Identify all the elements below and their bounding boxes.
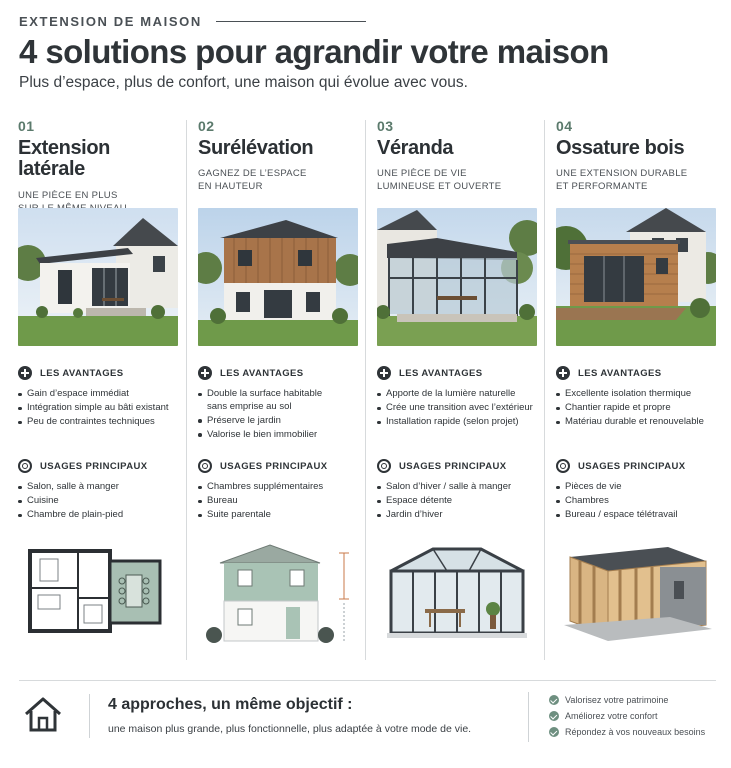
advantages-header: [556, 366, 724, 380]
usages-title: USAGES PRINCIPAUX: [220, 460, 328, 472]
footer: [19, 690, 716, 760]
solution-subtitle-line: ET PERFORMANTE: [556, 181, 648, 192]
advantage-item: Chantier rapide et propre: [556, 402, 724, 415]
surelevation-photo: [198, 208, 358, 346]
solution-subtitle-line: UNE EXTENSION DURABLE: [556, 168, 688, 179]
usages-section: [18, 459, 186, 523]
advantage-item: [198, 388, 366, 413]
plus-circle-icon: [18, 366, 32, 380]
advantage-item: Gain d’espace immédiat: [18, 388, 186, 401]
advantages-header: [18, 366, 186, 380]
usages-list: [198, 481, 366, 522]
target-icon: [377, 459, 391, 473]
kicker-rule: [216, 21, 366, 22]
veranda-illustration: [377, 543, 537, 648]
solution-subtitle: [377, 167, 545, 193]
usage-item: Bureau: [198, 495, 366, 508]
plus-circle-icon: [198, 366, 212, 380]
check-icon: [549, 727, 559, 737]
usage-item: Chambres supplémentaires: [198, 481, 366, 494]
usages-section: [198, 459, 366, 523]
advantages-section: [377, 366, 545, 430]
solution-title: [556, 138, 724, 159]
advantage-item: Crée une transition avec l’extérieur: [377, 402, 545, 415]
advantages-section: [18, 366, 186, 430]
advantages-title: LES AVANTAGES: [399, 367, 483, 379]
solution-title-line: Extension: [18, 137, 110, 159]
advantage-line: Double la surface habitable: [207, 388, 323, 399]
usages-title: USAGES PRINCIPAUX: [399, 460, 507, 472]
kicker-row: [19, 14, 719, 29]
usage-item: Salon, salle à manger: [18, 481, 186, 494]
usages-header: [198, 459, 366, 473]
solution-subtitle: [198, 167, 366, 193]
footer-divider: [19, 680, 716, 681]
solution-title-line: Ossature bois: [556, 137, 685, 159]
advantage-item: Préserve le jardin: [198, 415, 366, 428]
benefit-label: Répondez à vos nouveaux besoins: [565, 727, 706, 737]
solution-card-veranda: [377, 118, 545, 663]
target-icon: [198, 459, 212, 473]
column-divider: [186, 120, 187, 660]
advantages-header: [377, 366, 545, 380]
advantage-item: Apporte de la lumière naturelle: [377, 388, 545, 401]
kicker: EXTENSION DE MAISON: [19, 14, 202, 29]
usages-header: [556, 459, 724, 473]
solution-subtitle-line: EN HAUTEUR: [198, 181, 263, 192]
benefit-label: Améliorez votre confort: [565, 711, 658, 721]
solution-title: [377, 138, 545, 159]
extension-laterale-photo: [18, 208, 178, 346]
advantages-list: [556, 388, 724, 429]
benefit-item: [549, 692, 705, 708]
solution-title-line: latérale: [18, 158, 85, 180]
usages-list: [18, 481, 186, 522]
advantage-item: Peu de contraintes techniques: [18, 416, 186, 429]
plus-circle-icon: [556, 366, 570, 380]
usages-header: [377, 459, 545, 473]
advantages-header: [198, 366, 366, 380]
solution-title-line: Véranda: [377, 137, 454, 159]
check-icon: [549, 695, 559, 705]
solutions-grid: [0, 118, 731, 663]
solution-subtitle-line: UNE PIÈCE DE VIE: [377, 168, 467, 179]
usages-title: USAGES PRINCIPAUX: [578, 460, 686, 472]
usages-title: USAGES PRINCIPAUX: [40, 460, 148, 472]
benefit-item: [549, 724, 705, 740]
advantage-item: Intégration simple au bâti existant: [18, 402, 186, 415]
advantages-list: [18, 388, 186, 429]
usage-item: Pièces de vie: [556, 481, 724, 494]
footer-separator: [528, 692, 529, 742]
solution-title: [18, 138, 186, 180]
usage-item: Espace détente: [377, 495, 545, 508]
page-subtitle: Plus d’espace, plus de confort, une maison qui évolue avec vous.: [19, 74, 468, 91]
advantage-item: Matériau durable et renouvelable: [556, 416, 724, 429]
usages-section: [556, 459, 724, 523]
advantages-title: LES AVANTAGES: [40, 367, 124, 379]
timber-frame-illustration: [556, 543, 716, 648]
benefits-list: [549, 692, 705, 740]
solution-number: 01: [18, 118, 35, 134]
advantage-item: Installation rapide (selon projet): [377, 416, 545, 429]
usages-header: [18, 459, 186, 473]
solution-subtitle: [556, 167, 724, 193]
footer-title: 4 approches, un même objectif :: [108, 696, 353, 713]
advantage-line: sans emprise au sol: [207, 400, 292, 412]
solution-card-extension-laterale: [18, 118, 186, 663]
usage-item: Suite parentale: [198, 509, 366, 522]
usage-item: Salon d’hiver / salle à manger: [377, 481, 545, 494]
benefit-label: Valorisez votre patrimoine: [565, 695, 669, 705]
usage-item: Bureau / espace télétravail: [556, 509, 724, 522]
target-icon: [18, 459, 32, 473]
solution-subtitle-line: LUMINEUSE ET OUVERTE: [377, 181, 502, 192]
veranda-photo: [377, 208, 537, 346]
solution-number: 04: [556, 118, 573, 134]
plus-circle-icon: [377, 366, 391, 380]
solution-title: [198, 138, 366, 159]
usages-list: [377, 481, 545, 522]
solution-subtitle-line: UNE PIÈCE EN PLUS: [18, 190, 118, 201]
footer-text: une maison plus grande, plus fonctionnelle, plus adaptée à votre mode de vie.: [108, 723, 472, 735]
usage-item: Chambre de plain-pied: [18, 509, 186, 522]
header: [19, 14, 719, 92]
solution-title-line: Surélévation: [198, 137, 314, 159]
footer-separator: [89, 694, 90, 738]
usage-item: Chambres: [556, 495, 724, 508]
solution-card-ossature-bois: [556, 118, 724, 663]
ossature-bois-photo: [556, 208, 716, 346]
house-icon: [23, 694, 63, 734]
advantages-title: LES AVANTAGES: [220, 367, 304, 379]
solution-number: 02: [198, 118, 215, 134]
advantages-title: LES AVANTAGES: [578, 367, 662, 379]
usage-item: Cuisine: [18, 495, 186, 508]
target-icon: [556, 459, 570, 473]
advantage-item: Excellente isolation thermique: [556, 388, 724, 401]
solution-card-surelevation: [198, 118, 366, 663]
page-title: 4 solutions pour agrandir votre maison: [19, 33, 609, 70]
benefit-item: [549, 708, 705, 724]
surelevation-illustration: [198, 543, 358, 648]
advantage-item: Valorise le bien immobilier: [198, 429, 366, 442]
advantages-list: [198, 388, 366, 441]
floor-plan-illustration: [18, 543, 178, 648]
check-icon: [549, 711, 559, 721]
advantages-list: [377, 388, 545, 429]
advantages-section: [198, 366, 366, 443]
usages-list: [556, 481, 724, 522]
usages-section: [377, 459, 545, 523]
advantages-section: [556, 366, 724, 430]
solution-subtitle-line: GAGNEZ DE L’ESPACE: [198, 168, 307, 179]
usage-item: Jardin d’hiver: [377, 509, 545, 522]
solution-number: 03: [377, 118, 394, 134]
